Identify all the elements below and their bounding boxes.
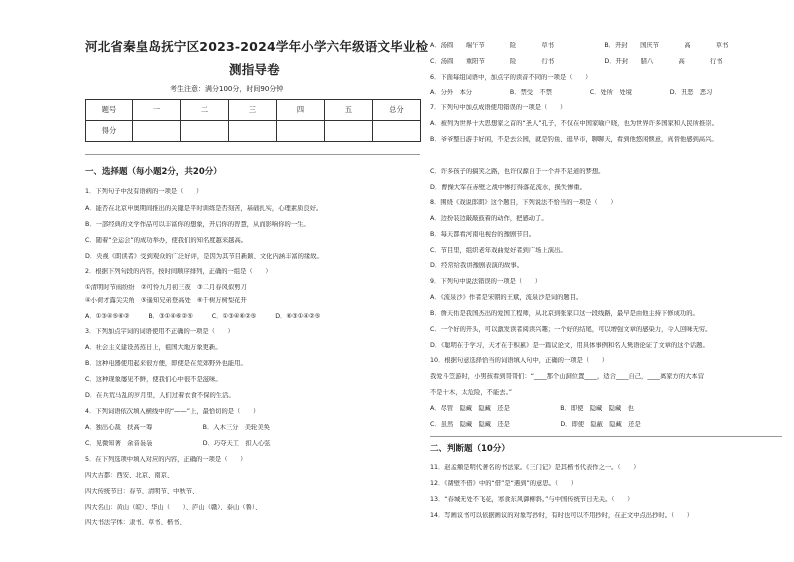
question-line: 5．在下列选项中填入对应的内容，正确的一项是（ ） xyxy=(85,456,247,463)
question-line: A．独出心裁 扶高一筹 B．入木三分 美轮美奂 xyxy=(85,424,270,431)
exam-note: 考生注意：满分100分，时间90分钟 xyxy=(170,85,284,93)
score-table-score-row xyxy=(86,121,421,142)
score-cell[interactable] xyxy=(325,121,373,142)
score-header-cell: 四 xyxy=(277,100,325,121)
question-line: ①清明时节雨纷纷 ②可怜九月初三夜 ③二月春风似剪刀 xyxy=(85,284,247,291)
left-column xyxy=(85,0,429,562)
question-line: A．社会主义建设蒸蒸日上，祖国大地万象更新。 xyxy=(85,344,222,351)
score-header-cell: 题号 xyxy=(86,100,133,121)
question-line: A．《流泉沙》作者是宋朝的王斌，流泉沙是词的题目。 xyxy=(430,294,583,301)
question-line: 9．下列句中说法错误的一项是（ ） xyxy=(430,278,542,285)
question-line: C．汤圆 重阳节 险 行书 D．开封 腊八 高 行书 xyxy=(430,58,723,65)
question-line: ④小荷才露尖尖角 ⑤遥知兄弟登高处 ⑥千树万树梨花开 xyxy=(85,297,247,304)
score-cell[interactable] xyxy=(181,121,229,142)
question-line: B．詹天佑是我国杰出的爱国工程师，从北京到张家口这一段线路，最早是由他主持下修成功的。 xyxy=(430,310,699,317)
exam-title-line1: 河北省秦皇岛抚宁区2023-2024学年小学六年级语文毕业检 xyxy=(85,39,429,54)
question-line: A．①③④⑤⑥② B．③①④⑥②⑤ C．①③④⑥②⑤ D．⑥③①④②⑤ xyxy=(85,313,321,320)
question-line: 四大书法字体：隶书、草书、楷书、 xyxy=(85,519,186,526)
question-line: A．被列为世界十大思想家之首的“圣人”孔子，不仅在中国家喻户晓，也为世界许多国家和人民所推崇。 xyxy=(430,120,718,127)
question-line: 10．根据句意选择恰当的词语填入句中，正确的一项是（ ） xyxy=(430,357,609,364)
question-line: 8．围绕《戏说郎朗》这个题目，下列说法不恰当的一项是（ ） xyxy=(430,199,617,206)
question-line: 13．“春城无处不飞花，寒食东风御柳斜。”与中国传统节日无关。（ ） xyxy=(430,496,634,503)
question-line: B．爷爷整日游手好闲，不是去公园，就是钓鱼、逛早市，聊聊天，看到他悠闲惬意，真替他感到高兴。 xyxy=(430,136,718,143)
question-line: D．曹操大军在赤壁之战中惨打得落花流水，损失惨重。 xyxy=(430,184,586,191)
score-cell[interactable] xyxy=(277,121,325,142)
question-line: C．见微知著 余音袅袅 D．巧夺天工 扣人心弦 xyxy=(85,440,271,447)
score-row-label: 得分 xyxy=(86,121,133,142)
question-line: C．一个好的开头，可以激发读者阅读兴趣；一个好的结尾，可以增强文章的感染力，令人回味无穷。 xyxy=(430,326,712,333)
section2-heading: 二、判断题（10分） xyxy=(430,444,510,454)
question-line: D．在兵荒马乱的岁月里，人们过着衣食不保的生活。 xyxy=(85,392,235,399)
score-header-cell: 三 xyxy=(229,100,277,121)
question-line: 14．写画议书可以依据画议的对象写抄时，有时也可以不用抄时，在正文中点出抄时。（ ） xyxy=(430,512,694,519)
question-line: C．虽然 隐藏 隐藏 还是 D．即使 隐蔽 隐藏 还是 xyxy=(430,421,641,428)
score-header-cell: 五 xyxy=(325,100,373,121)
question-line: 四大名山：黄山（皖）、华山（ ）、庐山（赣）、泰山（鲁）、 xyxy=(85,504,262,511)
question-line: 1．下列句子中没有语病的一项是（ ） xyxy=(85,188,203,195)
question-line: 不是十木，太危险，不能去。” xyxy=(430,389,512,396)
section-divider xyxy=(430,436,782,437)
question-line: A．分外 本分 B．禁受 不禁 C．处所 处境 D．丑恶 恶习 xyxy=(430,89,713,96)
question-line: A．汤圆 端午节 险 草书 B．开封 国庆节 高 草书 xyxy=(430,42,729,49)
question-line: D．《聪明在于学习，天才在于积累》是一篇议论文，用具体事例和名人隽语论证了文章的这个话题。 xyxy=(430,342,709,349)
question-line: 11．赵孟頫是明代著名的书法家。《三门记》是其楷书代表作之一。（ ） xyxy=(430,464,640,471)
question-line: D．央视《朗读者》受到观众的广泛好评，是因为其节目新颖、文化内涵丰富的缘故。 xyxy=(85,253,323,260)
score-header-cell: 一 xyxy=(133,100,181,121)
score-cell[interactable] xyxy=(229,121,277,142)
section-divider xyxy=(85,154,420,155)
score-table xyxy=(85,99,421,142)
question-line: A．能否在北京申奥期间推出的关键是平时训练是否刻苦，基础扎实，心理素质良好。 xyxy=(85,205,323,212)
question-line: C．随着“全运会”的成功举办，使我们的知名度越来越高。 xyxy=(85,237,248,244)
question-line: C．许多孩子的搞笑之路，也许仅源自于一个并不足道的梦想。 xyxy=(430,168,605,175)
question-line: 四大传统节日：春节、清明节、中秋节、 xyxy=(85,488,199,495)
question-line: 2．根据下列句段的内容，按时间顺序排列，正确的一组是（ ） xyxy=(85,268,272,275)
question-line: 12．《凿壁不借》中的“借”是“遇到”的意思。（ ） xyxy=(430,480,577,487)
score-table-header-row xyxy=(86,100,421,121)
score-cell[interactable] xyxy=(373,121,421,142)
question-line: 4．下列词语依次填入横线中的“——”上，最恰切的是（ ） xyxy=(85,408,260,415)
score-header-cell: 总分 xyxy=(373,100,421,121)
section1-heading: 一、选择题（每小题2分，共20分） xyxy=(85,167,222,177)
question-line: 3．下列加点字词的词语使用不正确的一项是（ ） xyxy=(85,328,234,335)
question-line: B．一部经典的文学作品可以丰富你的想象，开启你的智慧，从而影响你的一生。 xyxy=(85,221,310,228)
question-line: C．这种现象屡见不鲜，使我们心中很不是滋味。 xyxy=(85,376,222,383)
question-line: 7．下列句中加点成语使用错误的一项是（ ） xyxy=(430,104,567,111)
score-cell[interactable] xyxy=(133,121,181,142)
question-line: B．每天都看河南电视台的豫剧节目。 xyxy=(430,231,536,238)
question-line: A．边扮装边敲敲鼓着的动作，把感动了。 xyxy=(430,215,548,222)
score-header-cell: 二 xyxy=(181,100,229,121)
question-line: C．节目里，组织老年戏曲爱好者到广场上演出。 xyxy=(430,247,567,254)
question-line: 6．下面每组词语中，加点字的读音不同的一项是（ ） xyxy=(430,74,592,81)
right-column xyxy=(430,0,782,562)
question-line: 四大古都：西安、北京、南京、 xyxy=(85,472,174,479)
question-line: A．尽管 隐藏 隐藏 还是 B．即使 隐藏 隐藏 也 xyxy=(430,405,634,412)
exam-title-line2: 测指导卷 xyxy=(229,62,280,77)
question-line: 我爱斗笠游时，小男孩看到哥哥们：“____那个山洞位置____，适合____自己，____离家方的大本营 xyxy=(430,373,705,380)
question-line: D．经常给我讲豫剧表演的故事。 xyxy=(430,262,524,269)
question-line: B．这种电器使用起来很方便，即使是在荒郊野外也能用。 xyxy=(85,360,247,367)
